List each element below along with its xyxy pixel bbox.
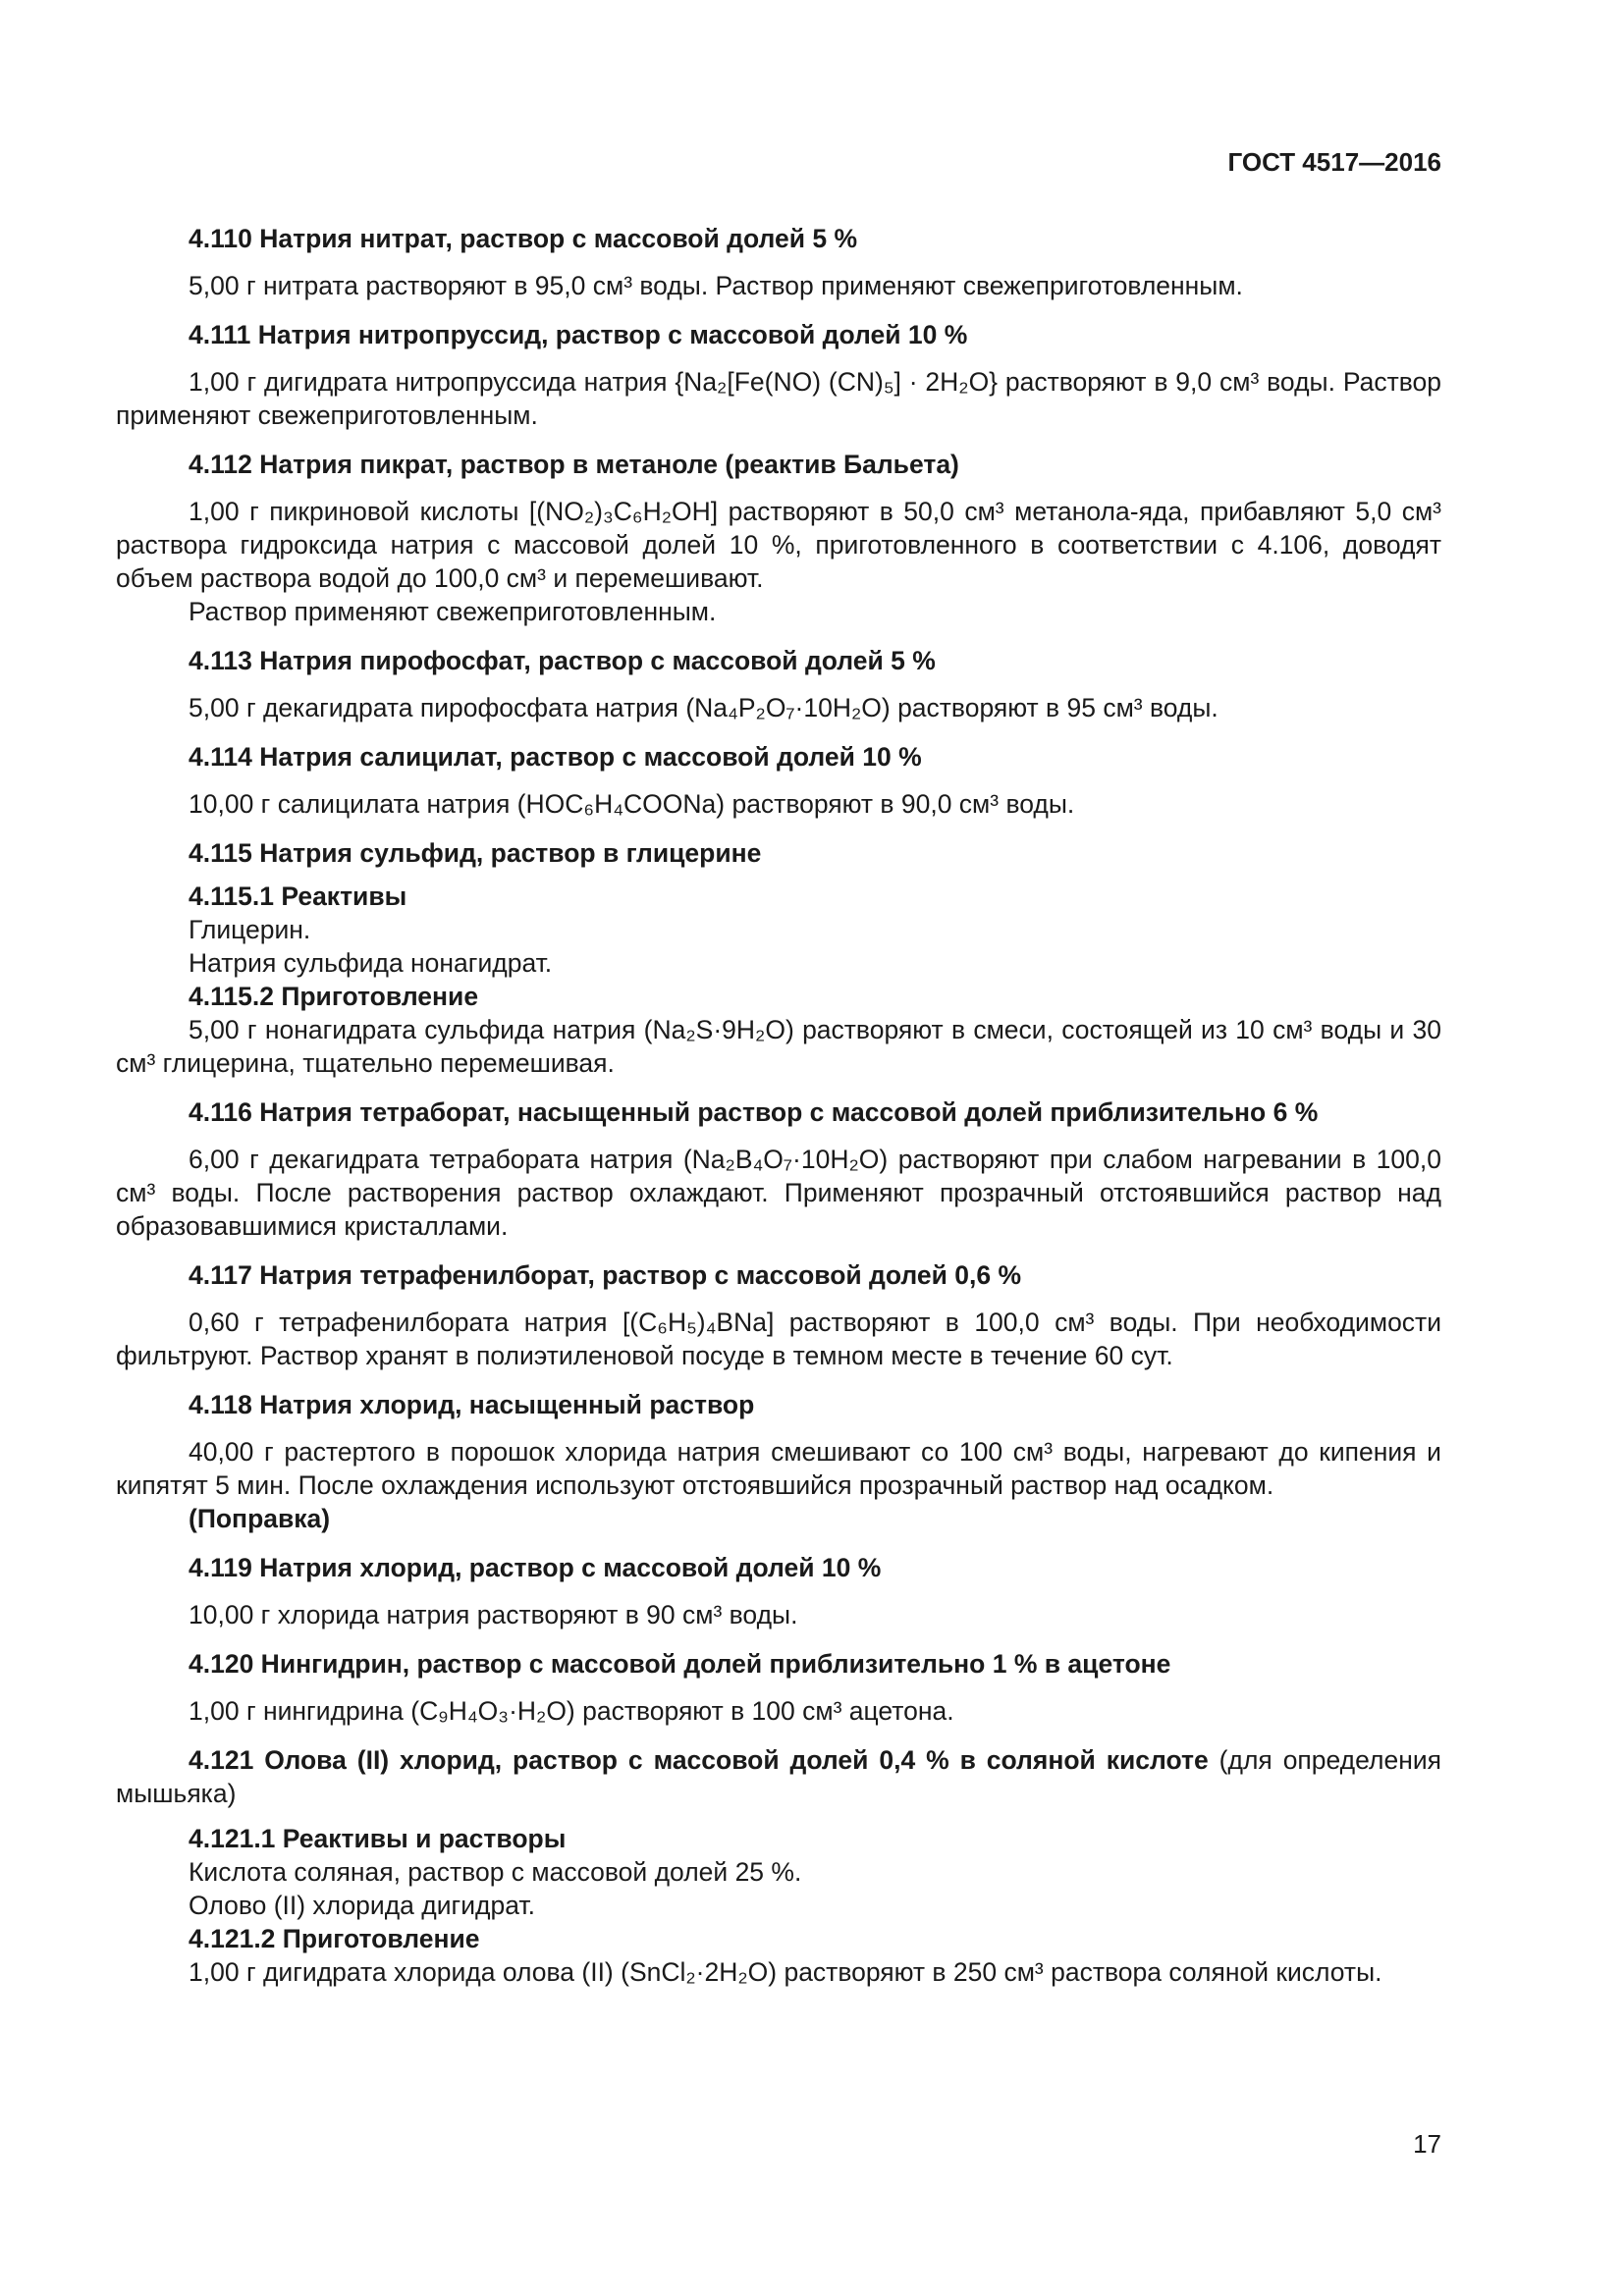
section-4-117 xyxy=(116,1258,1441,1372)
section-4-114 xyxy=(116,740,1441,821)
paragraph: 6,00 г декагидрата тетрабората натрия (Na₂B₄O₇·10H₂O) растворяют при слабом нагревании в 100,0 см³ воды. После растворения раствор охлаждают. Применяют прозрачный отстоявшийся раствор над образовавшимися кристаллами. xyxy=(116,1145,1441,1241)
list-item: Натрия сульфида нонагидрат. xyxy=(189,948,553,978)
section-4-119 xyxy=(116,1551,1441,1631)
section-4-116 xyxy=(116,1095,1441,1243)
section-4-111 xyxy=(116,318,1441,432)
section-title: 4.117 Натрия тетрафенилборат, раствор с массовой долей 0,6 % xyxy=(189,1260,1022,1290)
section-title: 4.112 Натрия пикрат, раствор в метаноле (реактив Бальета) xyxy=(189,450,959,479)
section-title: 4.113 Натрия пирофосфат, раствор с массовой долей 5 % xyxy=(189,646,936,675)
paragraph: 1,00 г дигидрата нитропруссида натрия {Na₂[Fe(NO) (CN)₅] · 2H₂O} растворяют в 9,0 см³ воды. Раствор применяют свежеприготовленным. xyxy=(116,367,1441,430)
section-title: 4.114 Натрия салицилат, раствор с массовой долей 10 % xyxy=(189,742,922,772)
paragraph: 10,00 г хлорида натрия растворяют в 90 см³ воды. xyxy=(189,1600,798,1629)
section-title: 4.110 Натрия нитрат, раствор с массовой долей 5 % xyxy=(189,224,858,253)
list-item: Кислота соляная, раствор с массовой долей 25 %. xyxy=(189,1857,802,1887)
document-body xyxy=(116,222,1441,2004)
section-title: 4.120 Нингидрин, раствор с массовой долей приблизительно 1 % в ацетоне xyxy=(189,1649,1171,1679)
subsection-title: 4.121.2 Приготовление xyxy=(189,1924,480,1953)
section-4-121 xyxy=(116,1743,1441,1989)
section-4-120 xyxy=(116,1647,1441,1728)
paragraph: 5,00 г нитрата растворяют в 95,0 см³ воды. Раствор применяют свежеприготовленным. xyxy=(189,271,1243,300)
section-title: 4.121 Олова (II) хлорид, раствор с массовой долей 0,4 % в соляной кислоте xyxy=(189,1745,1209,1775)
section-4-115 xyxy=(116,836,1441,1080)
list-item: Глицерин. xyxy=(189,915,311,944)
amendment-note: (Поправка) xyxy=(189,1504,331,1533)
page-number: 17 xyxy=(1413,2129,1441,2159)
subsection-title: 4.115.2 Приготовление xyxy=(189,982,479,1011)
section-4-118 xyxy=(116,1388,1441,1535)
paragraph: 0,60 г тетрафенилбората натрия [(C₆H₅)₄BNa] растворяют в 100,0 см³ воды. При необходимости фильтруют. Раствор хранят в полиэтиленовой посуде в темном месте в течение 60 сут. xyxy=(116,1308,1441,1370)
subsection-title: 4.121.1 Реактивы и растворы xyxy=(189,1824,567,1853)
section-title: 4.118 Натрия хлорид, насыщенный раствор xyxy=(189,1390,755,1419)
section-title: 4.119 Натрия хлорид, раствор с массовой долей 10 % xyxy=(189,1553,882,1582)
paragraph: 5,00 г декагидрата пирофосфата натрия (Na₄P₂O₇·10H₂O) растворяют в 95 см³ воды. xyxy=(189,693,1218,722)
paragraph: 1,00 г пикриновой кислоты [(NO₂)₃C₆H₂OH] растворяют в 50,0 см³ метанола-яда, прибавляют 5,0 см³ раствора гидроксида натрия с массовой долей 10 %, приготовленного в соответствии с 4.106, доводят объем раствора водой до 100,0 см³ и перемешивают. xyxy=(116,497,1441,593)
document-header: ГОСТ 4517—2016 xyxy=(1227,147,1441,177)
subsection-title: 4.115.1 Реактивы xyxy=(189,881,407,911)
section-title: 4.111 Натрия нитропруссид, раствор с массовой долей 10 % xyxy=(189,320,968,349)
paragraph: 40,00 г растертого в порошок хлорида натрия смешивают со 100 см³ воды, нагревают до кипения и кипятят 5 мин. После охлаждения используют отстоявшийся прозрачный раствор над осадком. xyxy=(116,1437,1441,1500)
list-item: Олово (II) хлорида дигидрат. xyxy=(189,1891,535,1920)
paragraph: 1,00 г нингидрина (C₉H₄O₃·H₂O) растворяют в 100 см³ ацетона. xyxy=(189,1696,954,1726)
section-title-mixed xyxy=(116,1743,1441,1810)
section-title: 4.115 Натрия сульфид, раствор в глицерине xyxy=(189,838,762,868)
section-4-112 xyxy=(116,448,1441,628)
paragraph: 10,00 г салицилата натрия (HOC₆H₄COONa) растворяют в 90,0 см³ воды. xyxy=(189,789,1075,819)
paragraph: Раствор применяют свежеприготовленным. xyxy=(189,597,717,626)
paragraph: 5,00 г нонагидрата сульфида натрия (Na₂S·9H₂O) растворяют в смеси, состоящей из 10 см³ воды и 30 см³ глицерина, тщательно перемешивая. xyxy=(116,1015,1441,1078)
section-4-110 xyxy=(116,222,1441,302)
section-4-113 xyxy=(116,644,1441,724)
section-title-note: (для определения мышьяка) xyxy=(116,1745,1441,1808)
section-title: 4.116 Натрия тетраборат, насыщенный раствор с массовой долей приблизительно 6 % xyxy=(189,1097,1319,1127)
paragraph: 1,00 г дигидрата хлорида олова (II) (SnCl₂·2H₂O) растворяют в 250 см³ раствора соляной кислоты. xyxy=(189,1957,1382,1987)
